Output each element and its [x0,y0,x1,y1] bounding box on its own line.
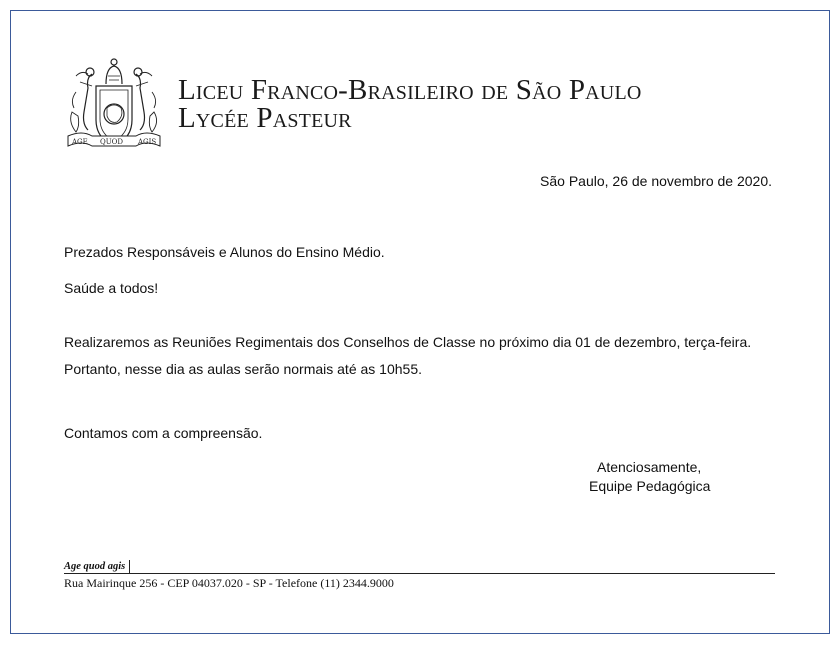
footer-divider [64,573,775,574]
letter-paragraph-1: Realizaremos as Reuniões Regimentais dos Conselhos de Classe no próximo dia 01 de dezembro, terça-feira. [64,334,752,350]
school-name-heading [178,76,642,132]
letter-salutation: Saúde a todos! [64,280,159,296]
school-name-line1: Liceu Franco-Brasileiro de São Paulo [178,74,642,106]
school-name-line2: Lycée Pasteur [178,102,352,134]
crest-motto-center: QUOD [100,138,123,146]
school-crest-logo [62,52,166,156]
text-cursor [129,560,130,573]
crest-motto-left: AGE [72,138,88,146]
letter-sign-off: Atenciosamente, [597,459,702,475]
letter-greeting: Prezados Responsáveis e Alunos do Ensino Médio. [64,244,385,260]
crest-motto-right: AGIS [138,138,157,146]
footer-address: Rua Mairinque 256 - CEP 04037.020 - SP - Telefone (11) 2344.9000 [64,576,394,590]
letter-signature: Equipe Pedagógica [589,478,711,494]
footer-motto: Age quod agis [64,561,126,572]
letter-closing-note: Contamos com a compreensão. [64,425,263,441]
letter-paragraph-2: Portanto, nesse dia as aulas serão normais até as 10h55. [64,361,422,377]
letter-date: São Paulo, 26 de novembro de 2020. [540,173,772,189]
